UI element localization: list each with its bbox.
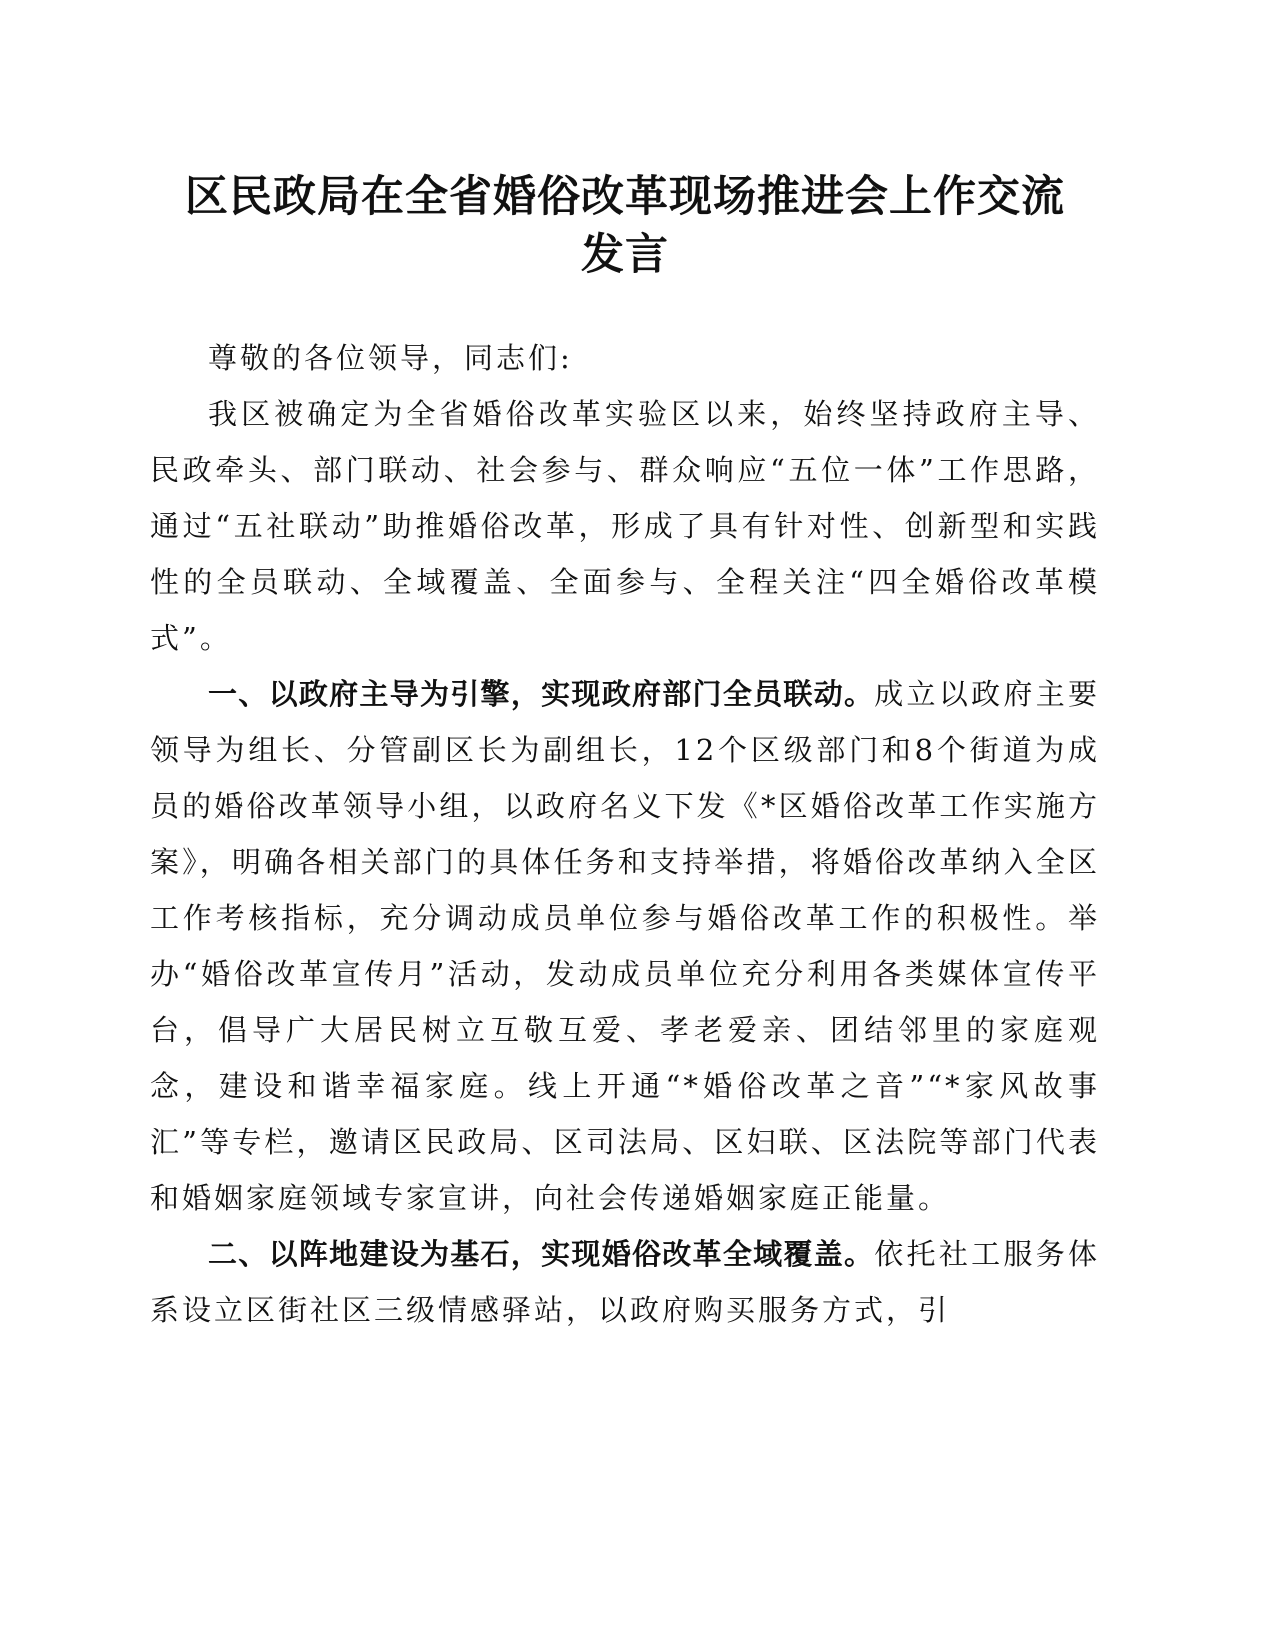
title-line-2: 发言 (581, 230, 669, 280)
document-page (150, 168, 1100, 1338)
section-1-paragraph (150, 666, 1100, 1226)
salutation: 尊敬的各位领导，同志们: (208, 341, 573, 375)
section-2-heading: 二、以阵地建设为基石，实现婚俗改革全域覆盖。 (208, 1237, 875, 1271)
section-2-text: 依托社工服务体系设立区街社区三级情感驿站，以政府购买服务方式，引 (150, 1237, 1100, 1327)
intro-paragraph: 我区被确定为全省婚俗改革实验区以来，始终坚持政府主导、民政牵头、部门联动、社会参与、群众响应“五位一体”工作思路，通过“五社联动”助推婚俗改革，形成了具有针对性、创新型和实践性的全员联动、全域覆盖、全面参与、全程关注“四全婚俗改革模式”。 (150, 397, 1100, 655)
title-line-1: 区民政局在全省婚俗改革现场推进会上作交流 (185, 172, 1065, 222)
section-2-paragraph (150, 1226, 1100, 1338)
document-title (150, 168, 1100, 284)
section-1-heading: 一、以政府主导为引擎，实现政府部门全员联动。 (208, 677, 875, 711)
document-body (150, 330, 1100, 1338)
section-1-text: 成立以政府主要领导为组长、分管副区长为副组长，12个区级部门和8个街道为成员的婚俗改革领导小组，以政府名义下发《*区婚俗改革工作实施方案》，明确各相关部门的具体任务和支持举措，将婚俗改革纳入全区工作考核指标，充分调动成员单位参与婚俗改革工作的积极性。举办“婚俗改革宣传月”活动，发动成员单位充分利用各类媒体宣传平台，倡导广大居民树立互敬互爱、孝老爱亲、团结邻里的家庭观念，建设和谐幸福家庭。线上开通“*婚俗改革之音”“*家风故事汇”等专栏，邀请区民政局、区司法局、区妇联、区法院等部门代表和婚姻家庭领域专家宣讲，向社会传递婚姻家庭正能量。 (150, 677, 1100, 1215)
